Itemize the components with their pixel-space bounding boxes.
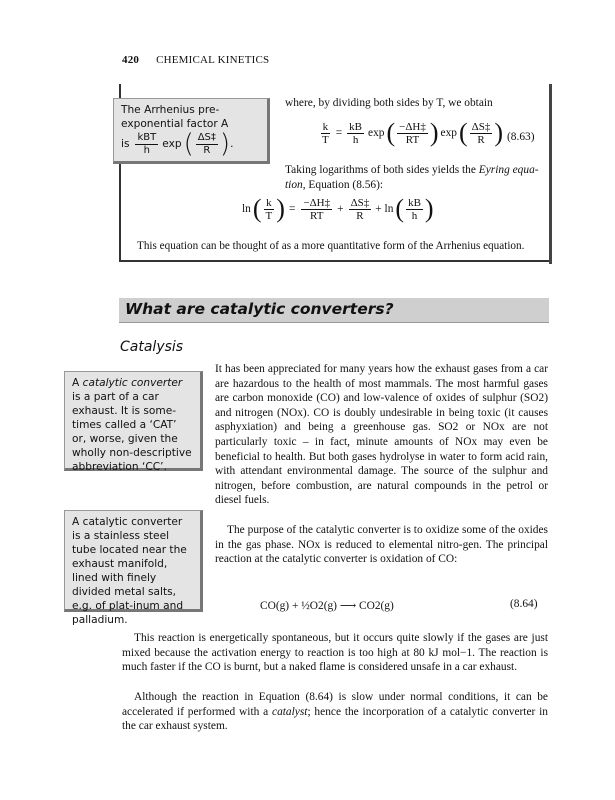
info-box-shadow	[549, 84, 552, 264]
box-log-text: Taking logarithms of both sides yields the Eyring equa- tion, Equation (8.56):	[285, 164, 539, 191]
note-line: exponential factor A	[121, 118, 229, 130]
paragraph-1: It has been appreciated for many years how the exhaust gases from a car are hazardous to the health of most mammals. The most harmful gases are carbon monoxide (CO) and low-valence of oxides of sulphur (SO2) and nitrogen (NOx). CO is doubly undesirable in being toxic (it causes asphyxiation) and being a greenhouse gas. SO2 or NOx are not particularly toxic – in fact, minute amounts of NOx may even be beneficial to health. But both gases hydrolyse in water to form acid rain, with attendant environmental damage. The source of the sulphur and nitrogen, before combustion, are natural compounds in the petrol or diesel fuels.	[215, 363, 548, 507]
section-title: What are catalytic converters?	[125, 300, 394, 318]
eyring-equation: ln ( $\frac{k}{T}$ ) = $\frac{-\Delta H\ddagger}{RT}$ + $\frac{\Delta S\ddagger}{R}$ + ln ( $\frac{kB}{h}$ )	[242, 194, 434, 223]
note-line: The Arrhenius pre-	[121, 104, 220, 116]
page-number: 420	[122, 54, 140, 66]
paragraph-3: This reaction is energetically spontaneous, but it occurs quite slowly if the gases are just mixed because the activation energy to reaction is too high at 80 kJ mol−1. The reaction is much faster if the CO is burnt, but a naked flame is considered unsafe in a car exhaust.	[122, 632, 548, 674]
margin-note-catalytic-converter: A catalytic converter is a part of a car exhaust. It is some-times called a ‘CAT’ or, worse, given the wholly non-descriptive abbreviation ‘CC’.	[64, 371, 203, 471]
paragraph-2: The purpose of the catalytic converter is to oxidize some of the oxides in the gas phase. NOx is reduced to elemental nitro-gen. The principal reaction at the catalytic converter is oxidation of CO:	[215, 524, 548, 566]
margin-note-arrhenius	[113, 98, 270, 164]
reaction-8-64: CO(g) + ½O2(g) ⟶ CO2(g)	[260, 600, 394, 612]
equation-8-63: $\frac{k}{T}$ = $\frac{kB}{h}$ exp ( $\frac{-\Delta H\ddagger}{RT}$ ) exp ( $\frac{\Delta S\ddagger}{R}$ )	[322, 118, 504, 147]
paragraph-4: Although the reaction in Equation (8.64) is slow under normal conditions, it can be accelerated if performed with a catalyst; hence the incorporation of a catalytic converter in the car exhaust system.	[122, 691, 548, 733]
subsection-title: Catalysis	[120, 339, 184, 355]
note-formula: is $\frac{\text{kBT}}{h}$ exp ( $\frac{\Delta S\ddagger}{R}$ ) .	[121, 129, 234, 159]
margin-note-stainless-steel: A catalytic converter is a stainless steel tube located near the exhaust manifold, lined with finely divided metal salts, e.g. of plat-inum and palladium.	[64, 510, 203, 612]
box-closing: This equation can be thought of as a more quantitative form of the Arrhenius equation.	[137, 240, 525, 252]
running-title: CHEMICAL KINETICS	[156, 54, 270, 66]
running-head	[122, 54, 269, 66]
box-intro: where, by dividing both sides by T, we obtain	[285, 97, 493, 109]
equation-label-8-64: (8.64)	[510, 598, 538, 610]
equation-label-8-63: (8.63)	[507, 131, 535, 143]
